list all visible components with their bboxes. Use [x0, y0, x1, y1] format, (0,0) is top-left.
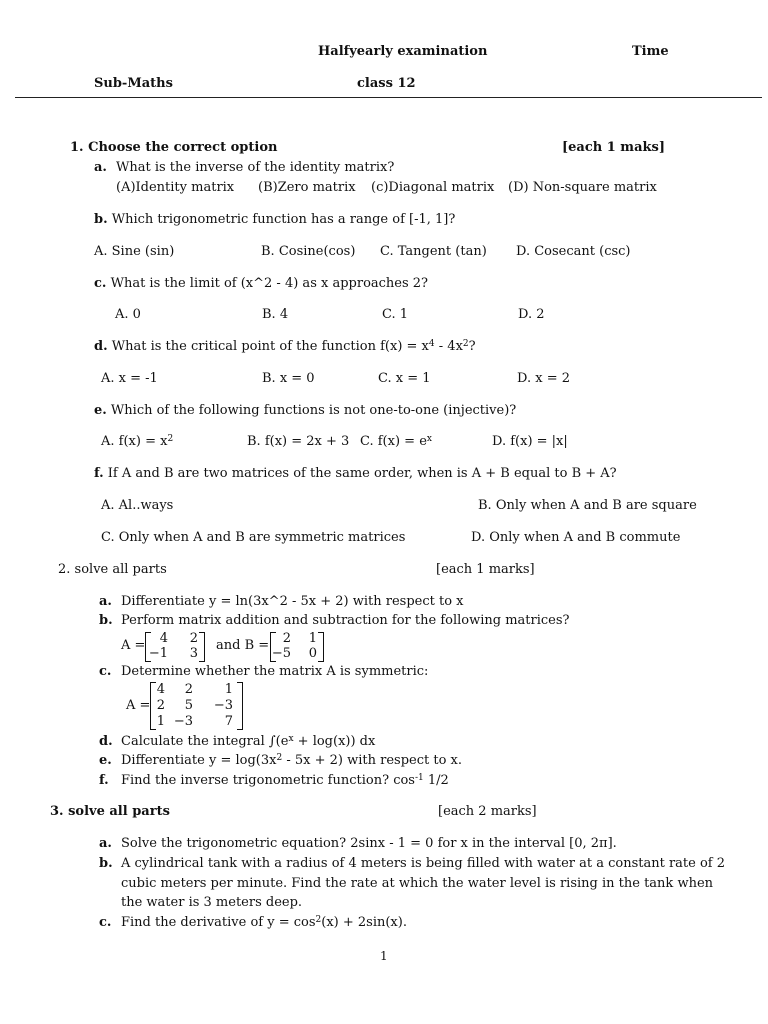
q1a-option-b: (B)Zero matrix — [258, 180, 356, 195]
matrix-b-cell: 1 — [308, 631, 317, 646]
q1a-option-a: (A)Identity matrix — [116, 180, 235, 195]
matrix-c-cell: 2 — [156, 698, 165, 713]
matrix-c-label: A = — [126, 698, 151, 713]
q3c-text — [121, 915, 407, 931]
exam-title: Halfyearly examination — [318, 44, 488, 59]
q1f-text: If A and B are two matrices of the same order, when is A + B equal to B + A? — [103, 466, 617, 481]
q1d-text-pre: What is the critical point of the function f(x) = x — [107, 339, 429, 354]
q1f-label: f. — [94, 466, 104, 481]
q1c-label: c. — [94, 276, 107, 291]
q2e-text — [121, 753, 462, 769]
matrix-b-cell: 0 — [308, 646, 317, 661]
class-label: class 12 — [357, 76, 416, 91]
q1a-option-c: (c)Diagonal matrix — [371, 180, 495, 195]
q2e-text-post: - 5x + 2) with respect to x. — [282, 753, 462, 768]
page-number: 1 — [380, 949, 388, 963]
q2d-label: d. — [99, 734, 113, 749]
q1c-option-b: B. 4 — [262, 307, 289, 322]
q3c-label: c. — [99, 915, 112, 930]
matrix-a-label: A = — [121, 638, 146, 653]
q1b-option-d: D. Cosecant (csc) — [516, 244, 631, 259]
q2c-label: c. — [99, 664, 112, 679]
q1e-option-a-text: A. f(x) = x — [101, 434, 168, 449]
matrix-c-cell: 1 — [224, 682, 233, 697]
matrix-c-cell: 4 — [156, 682, 165, 697]
matrix-a-cell: 3 — [189, 646, 198, 661]
q1d-text-post: ? — [468, 339, 476, 354]
q1e-option-d: D. f(x) = |x| — [492, 434, 568, 449]
q1c-question — [94, 276, 428, 292]
q1d-option-b: B. x = 0 — [262, 371, 315, 386]
q2c-text: Determine whether the matrix A is symmetric: — [121, 664, 429, 679]
section2-heading: 2. solve all parts — [58, 562, 167, 577]
section1-marks: [each 1 maks] — [562, 140, 665, 155]
q1d-exponent-1: 4 — [428, 339, 435, 349]
q1e-label: e. — [94, 403, 107, 418]
q3b-line-3: the water is 3 meters deep. — [121, 895, 303, 910]
q2f-exponent: -1 — [414, 773, 424, 783]
q1e-option-c-text: C. f(x) = e — [360, 434, 427, 449]
q1b-option-a: A. Sine (sin) — [94, 244, 175, 259]
matrix-a-cell: −1 — [148, 646, 168, 661]
q3b-line-1: A cylindrical tank with a radius of 4 meters is being filled with water at a constant rate of 2 — [121, 856, 726, 871]
q1b-option-c: C. Tangent (tan) — [380, 244, 487, 259]
q3c-text-pre: Find the derivative of y = cos — [121, 915, 316, 930]
q1c-option-d: D. 2 — [518, 307, 545, 322]
subject-label: Sub-Maths — [94, 76, 173, 91]
q1f-option-b: B. Only when A and B are square — [478, 498, 697, 513]
matrix-c — [150, 682, 243, 730]
q2d-text — [121, 734, 375, 750]
q1c-option-a: A. 0 — [115, 307, 141, 322]
q1f-option-a: A. Al..ways — [101, 498, 174, 513]
section2-marks: [each 1 marks] — [436, 562, 535, 577]
q1a-option-d: (D) Non-square matrix — [508, 180, 657, 195]
q1d-option-a: A. x = -1 — [101, 371, 158, 386]
section3-marks: [each 2 marks] — [438, 804, 537, 819]
q2d-exponent: x — [288, 734, 294, 744]
q2f-label: f. — [99, 773, 109, 788]
q1e-option-a-exponent: 2 — [167, 434, 174, 444]
q1d-option-d: D. x = 2 — [517, 371, 570, 386]
matrix-c-cell: −3 — [173, 714, 193, 729]
q2a-text: Differentiate y = ln(3x^2 - 5x + 2) with respect to x — [121, 594, 464, 609]
q2f-text-post: 1/2 — [423, 773, 449, 788]
q3b-line-2: cubic meters per minute. Find the rate at which the water level is rising in the tank when — [121, 876, 714, 891]
q2a-label: a. — [99, 594, 112, 609]
q1c-text: What is the limit of (x^2 - 4) as x approaches 2? — [106, 276, 429, 291]
q1d-exponent-2: 2 — [462, 339, 469, 349]
section3-heading: 3. solve all parts — [50, 804, 170, 819]
matrix-b-cell: 2 — [282, 631, 291, 646]
matrix-a — [145, 632, 205, 662]
q1b-question — [94, 212, 455, 228]
q3c-exponent: 2 — [315, 915, 322, 925]
matrix-b-label: and B = — [216, 638, 270, 653]
q1d-label: d. — [94, 339, 108, 354]
matrix-c-cell: 1 — [156, 714, 165, 729]
q1b-label: b. — [94, 212, 108, 227]
q2f-text — [121, 773, 449, 789]
q1e-option-b: B. f(x) = 2x + 3 — [247, 434, 350, 449]
q3c-text-post: (x) + 2sin(x). — [321, 915, 407, 930]
matrix-c-cell: 2 — [184, 682, 193, 697]
q1e-text: Which of the following functions is not one-to-one (injective)? — [106, 403, 517, 418]
section1-heading: 1. Choose the correct option — [70, 140, 278, 155]
matrix-c-cell: 5 — [184, 698, 193, 713]
q2d-text-post: + log(x)) dx — [293, 734, 376, 749]
q1d-option-c: C. x = 1 — [378, 371, 431, 386]
matrix-c-cell: −3 — [213, 698, 233, 713]
q2b-text: Perform matrix addition and subtraction for the following matrices? — [121, 613, 570, 628]
q2e-label: e. — [99, 753, 112, 768]
matrix-a-cell: 2 — [189, 631, 198, 646]
q1d-question — [94, 339, 476, 355]
q1e-option-c — [360, 434, 432, 450]
q2e-exponent: 2 — [276, 753, 283, 763]
matrix-b-cell: −5 — [271, 646, 291, 661]
matrix-a-cell: 4 — [159, 631, 168, 646]
q2b-label: b. — [99, 613, 113, 628]
q2f-text-pre: Find the inverse trigonometric function? cos — [121, 773, 415, 788]
q3b-label: b. — [99, 856, 113, 871]
q1f-option-c: C. Only when A and B are symmetric matrices — [101, 530, 406, 545]
q1a-label: a. — [94, 160, 107, 175]
q1b-text: Which trigonometric function has a range of [-1, 1]? — [107, 212, 456, 227]
time-label: Time — [632, 44, 669, 59]
q2d-text-pre: Calculate the integral ∫(e — [121, 734, 289, 749]
q1e-option-c-exponent: x — [426, 434, 432, 444]
q3a-label: a. — [99, 836, 112, 851]
q1f-question — [94, 466, 617, 482]
q1e-option-a — [101, 434, 173, 450]
q3a-text: Solve the trigonometric equation? 2sinx - 1 = 0 for x in the interval [0, 2π]. — [121, 836, 617, 851]
matrix-c-cell: 7 — [224, 714, 233, 729]
q1c-option-c: C. 1 — [382, 307, 409, 322]
header-divider — [15, 97, 762, 98]
q1a-text: What is the inverse of the identity matrix? — [116, 160, 395, 175]
q1f-option-d: D. Only when A and B commute — [471, 530, 681, 545]
q2e-text-pre: Differentiate y = log(3x — [121, 753, 277, 768]
q1d-text-mid: - 4x — [434, 339, 463, 354]
q1e-question — [94, 403, 516, 419]
matrix-b — [270, 632, 324, 662]
q1b-option-b: B. Cosine(cos) — [261, 244, 356, 259]
